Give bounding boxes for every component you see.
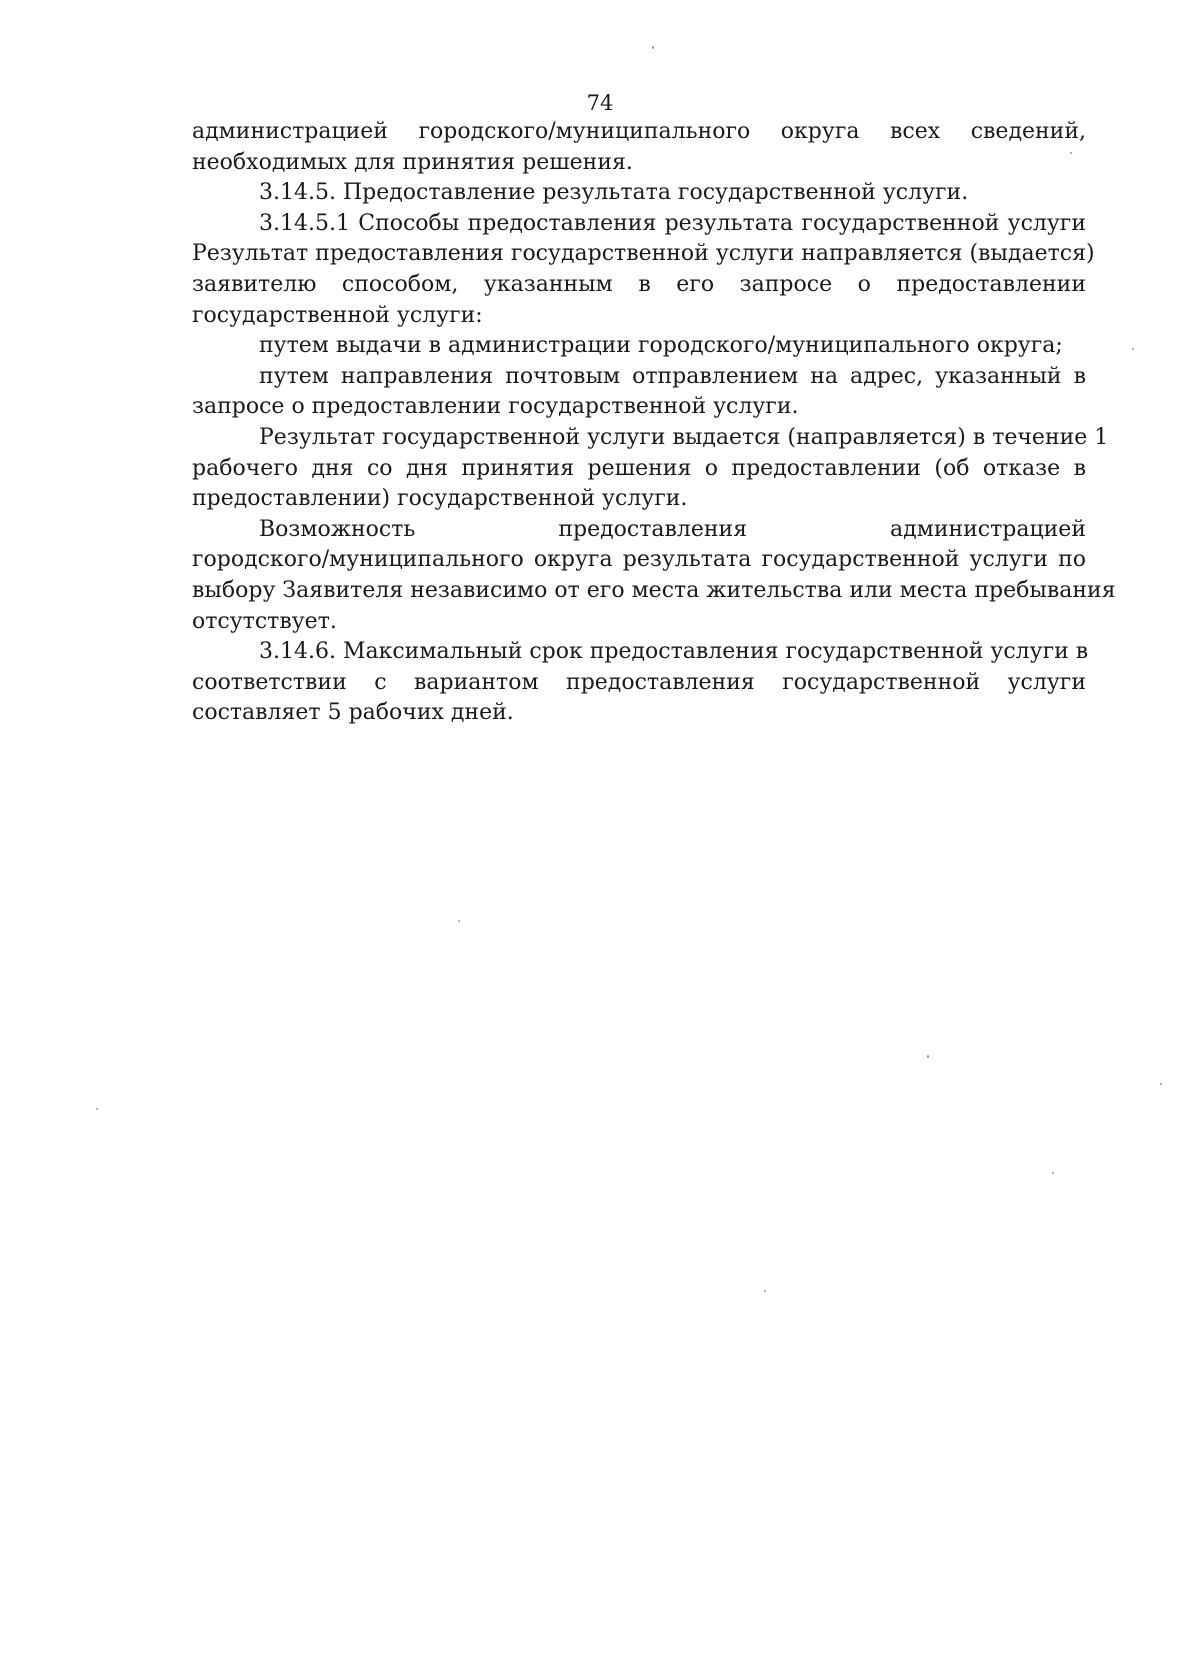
text-line: отсутствует. [192,608,337,634]
text-line: Результат предоставления государственной услуги направляется (выдается) [192,241,1095,267]
page-number: 74 [586,91,614,115]
text-line: соответствии с вариантом предоставления государственной услуги [192,669,1086,695]
scan-speck [764,1290,766,1292]
text-line: запросе о предоставлении государственной услуги. [192,394,799,420]
text-line: городского/муниципального округа результата государственной услуги по [192,547,1086,573]
scan-speck [1052,1172,1054,1174]
text-line: составляет 5 рабочих дней. [192,700,514,726]
text-line: 3.14.6. Максимальный срок предоставления государственной услуги в [259,639,1089,665]
text-line: Результат государственной услуги выдается (направляется) в течение 1 [259,424,1109,450]
document-body [192,117,1116,729]
text-line: 3.14.5. Предоставление результата государственной услуги. [259,180,969,206]
text-line: администрацией городского/муниципального округа всех сведений, [192,119,1086,144]
scan-speck [652,46,654,49]
scan-speck [1070,152,1072,154]
text-line: путем направления почтовым отправлением на адрес, указанный в [259,363,1086,389]
scan-speck [1132,348,1134,350]
scan-speck [927,1055,929,1058]
text-line: государственной услуги: [192,302,483,328]
scan-speck [458,920,460,922]
text-line: предоставлении) государственной услуги. [192,486,688,512]
text-line: 3.14.5.1 Способы предоставления результата государственной услуги [259,210,1086,236]
text-line: путем выдачи в администрации городского/муниципального округа; [259,333,1063,359]
scan-speck [1160,1083,1162,1085]
text-line: выбору Заявителя независимо от его места жительства или места пребывания [192,577,1116,603]
scan-speck [96,1108,98,1110]
text-line: необходимых для принятия решения. [192,149,633,175]
text-line: рабочего дня со дня принятия решения о предоставлении (об отказе в [192,455,1086,481]
text-line: Возможность предоставления администрацией [259,516,1086,542]
text-line: заявителю способом, указанным в его запросе о предоставлении [192,271,1086,297]
